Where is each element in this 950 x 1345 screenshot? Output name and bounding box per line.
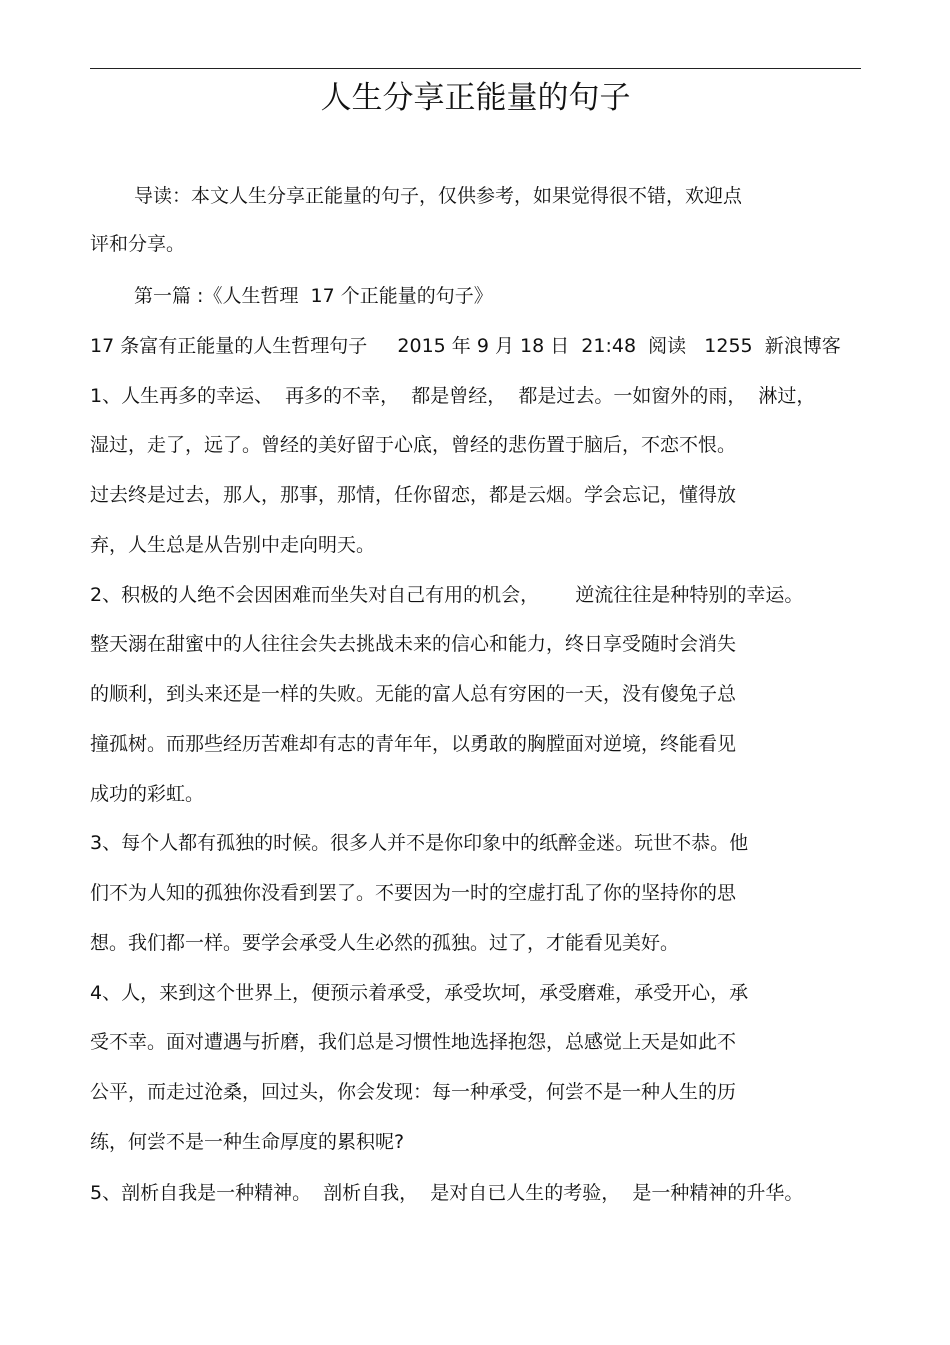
paragraph-1-line-4: 弃，人生总是从告别中走向明天。 <box>90 534 376 556</box>
paragraph-4-line-4: 练，何尝不是一种生命厚度的累积呢? <box>90 1131 405 1153</box>
paragraph-2-line-3: 的顺利，到头来还是一样的失败。无能的富人总有穷困的一天，没有傻兔子总 <box>90 683 737 705</box>
paragraph-3-line-1: 3、每个人都有孤独的时候。很多人并不是你印象中的纸醉金迷。玩世不恭。他 <box>90 832 749 854</box>
intro-line-1: 导读：本文人生分享正能量的句子，仅供参考，如果觉得很不错，欢迎点 <box>134 185 743 207</box>
source-line: 17 条富有正能量的人生哲理句子 2015 年 9 月 18 日 21:48 阅读 1255 新浪博客 <box>90 335 841 357</box>
chapter-heading: 第一篇 :《人生哲理 17 个正能量的句子》 <box>134 285 493 307</box>
paragraph-2-line-1: 2、积极的人绝不会因困难而坐失对自己有用的机会， 逆流往往是种特别的幸运。 <box>90 584 804 606</box>
paragraph-4-line-1: 4、人，来到这个世界上，便预示着承受，承受坎坷，承受磨难，承受开心，承 <box>90 982 749 1004</box>
paragraph-2-line-2: 整天溺在甜蜜中的人往往会失去挑战未来的信心和能力，终日享受随时会消失 <box>90 633 737 655</box>
paragraph-3-line-3: 想。我们都一样。要学会承受人生必然的孤独。过了，才能看见美好。 <box>90 932 680 954</box>
paragraph-1-line-3: 过去终是过去，那人，那事，那情，任你留恋，都是云烟。学会忘记，懂得放 <box>90 484 737 506</box>
top-divider <box>90 68 861 69</box>
paragraph-2-line-5: 成功的彩虹。 <box>90 783 205 805</box>
paragraph-1-line-2: 湿过，走了，远了。曾经的美好留于心底，曾经的悲伤置于脑后，不恋不恨。 <box>90 434 737 456</box>
paragraph-4-line-3: 公平，而走过沧桑，回过头，你会发现：每一种承受，何尝不是一种人生的历 <box>90 1081 737 1103</box>
paragraph-3-line-2: 们不为人知的孤独你没看到罢了。不要因为一时的空虚打乱了你的坚持你的思 <box>90 882 737 904</box>
intro-line-2: 评和分享。 <box>90 233 186 255</box>
paragraph-5-line-1: 5、剖析自我是一种精神。 剖析自我， 是对自已人生的考验， 是一种精神的升华。 <box>90 1182 804 1204</box>
page-title: 人生分享正能量的句子 <box>320 80 631 116</box>
paragraph-1-line-1: 1、人生再多的幸运、 再多的不幸， 都是曾经， 都是过去。一如窗外的雨， 淋过， <box>90 385 816 407</box>
paragraph-4-line-2: 受不幸。面对遭遇与折磨，我们总是习惯性地选择抱怨，总感觉上天是如此不 <box>90 1031 737 1053</box>
paragraph-2-line-4: 撞孤树。而那些经历苦难却有志的青年年，以勇敢的胸膛面对逆境，终能看见 <box>90 733 737 755</box>
